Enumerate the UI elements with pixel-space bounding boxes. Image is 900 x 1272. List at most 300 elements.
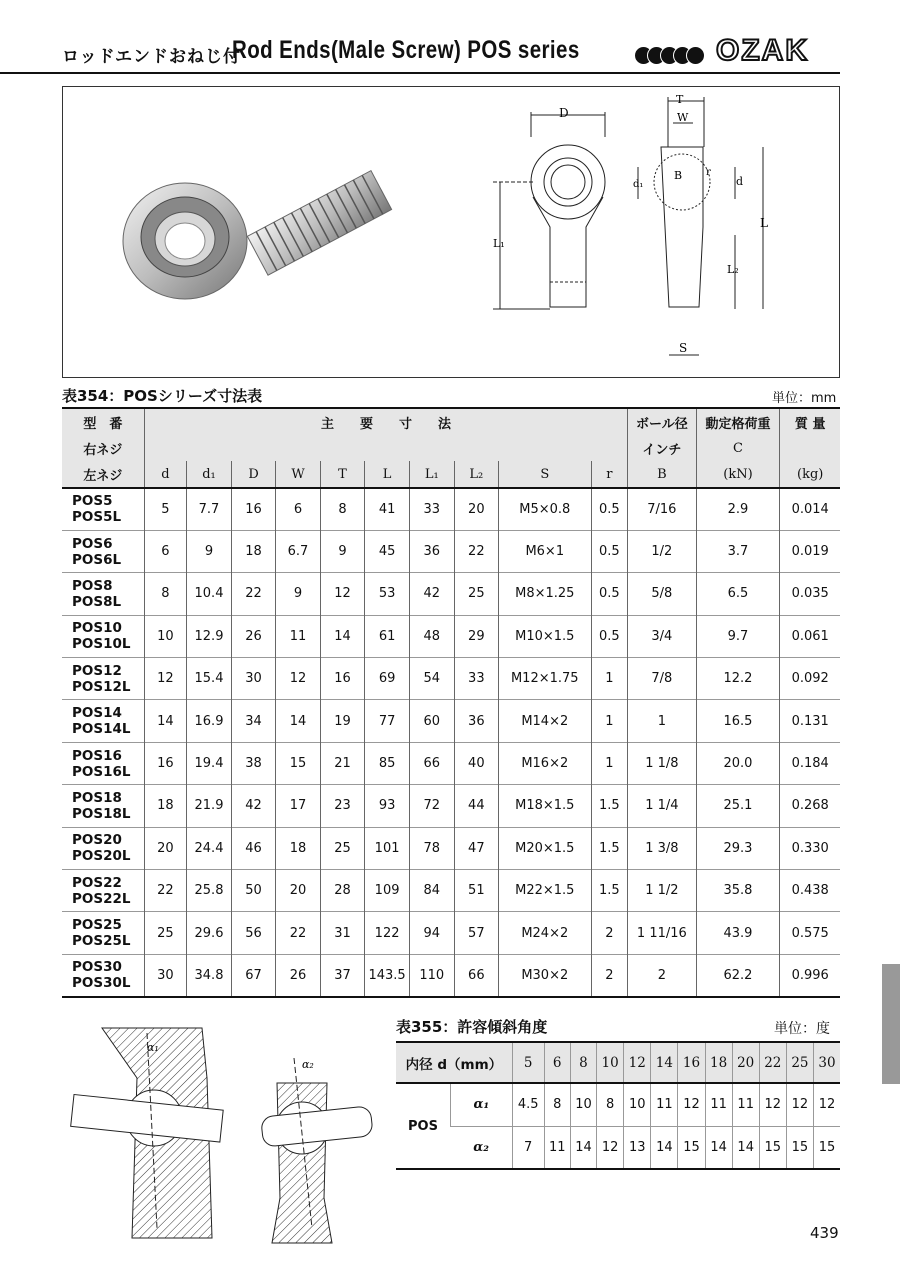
cell-L: 109 (365, 870, 410, 912)
cell-rr: 1 (591, 658, 628, 700)
model-right: POS16 (72, 747, 122, 764)
th-left-thread: 左ネジ (62, 461, 144, 488)
side-tab (882, 964, 900, 1084)
model-left: POS25L (72, 933, 131, 950)
cell-S: M10×1.5 (499, 615, 591, 657)
product-photo (123, 171, 392, 299)
alpha1-value: 12 (813, 1083, 840, 1126)
cell-d: 20 (144, 827, 186, 869)
cell-d: 30 (144, 954, 186, 996)
label-alpha2: α₂ (302, 1058, 314, 1071)
th-L1: L₁ (410, 461, 455, 488)
cell-T: 31 (320, 912, 364, 954)
th-mass: 質 量 (780, 408, 840, 435)
cell-L1: 60 (410, 700, 455, 742)
size-col: 10 (597, 1042, 624, 1083)
model-cell (62, 530, 144, 572)
cell-S: M18×1.5 (499, 785, 591, 827)
cell-d1: 15.4 (187, 658, 232, 700)
cell-m: 0.330 (780, 827, 840, 869)
size-col: 14 (651, 1042, 678, 1083)
model-right: POS20 (72, 832, 122, 849)
cell-B: 7/16 (628, 488, 696, 530)
alpha1-value: 10 (570, 1083, 596, 1126)
th-ball-dia: ボール径 (628, 408, 696, 435)
alpha1-value: 12 (678, 1083, 705, 1126)
alpha1-label: α₁ (451, 1083, 513, 1126)
cell-W: 11 (276, 615, 321, 657)
alpha1-value: 8 (597, 1083, 624, 1126)
table355-caption: 表355：許容傾斜角度 (396, 1018, 548, 1036)
model-cell (62, 954, 144, 996)
cell-T: 12 (320, 573, 364, 615)
cell-L2: 44 (454, 785, 498, 827)
cell-d: 12 (144, 658, 186, 700)
cell-L2: 33 (454, 658, 498, 700)
th-right-thread: 右ネジ (62, 435, 144, 461)
th-S: S (499, 461, 591, 488)
cell-L1: 48 (410, 615, 455, 657)
header-rule (0, 72, 840, 74)
cell-C: 29.3 (696, 827, 780, 869)
model-right: POS22 (72, 874, 122, 891)
cell-L2: 47 (454, 827, 498, 869)
cell-m: 0.019 (780, 530, 840, 572)
brand-dots (634, 46, 699, 69)
model-left: POS5L (72, 509, 122, 526)
cell-C: 2.9 (696, 488, 780, 530)
alpha1-value: 12 (759, 1083, 786, 1126)
cell-d: 18 (144, 785, 186, 827)
cell-D: 16 (231, 488, 275, 530)
cell-rr: 1 (591, 700, 628, 742)
alpha1-drawing (71, 1028, 224, 1238)
cell-m: 0.438 (780, 870, 840, 912)
alpha2-label: α₂ (473, 1139, 489, 1155)
cell-d: 6 (144, 530, 186, 572)
model-cell (62, 615, 144, 657)
product-figures (63, 87, 839, 377)
model-right: POS25 (72, 917, 122, 934)
cell-S: M20×1.5 (499, 827, 591, 869)
alpha1-value: 8 (544, 1083, 570, 1126)
label-L1: L₁ (493, 237, 505, 250)
cell-L: 53 (365, 573, 410, 615)
size-col: 22 (759, 1042, 786, 1083)
table-row (62, 700, 840, 742)
model-right: POS5 (72, 493, 113, 510)
cell-W: 9 (276, 573, 321, 615)
cell-L1: 36 (410, 530, 455, 572)
cell-D: 50 (231, 870, 275, 912)
model-left: POS8L (72, 593, 122, 610)
model-cell (62, 658, 144, 700)
label-T: T (676, 93, 684, 106)
th-W: W (276, 461, 321, 488)
cell-rr: 0.5 (591, 615, 628, 657)
cell-L: 93 (365, 785, 410, 827)
cell-S: M22×1.5 (499, 870, 591, 912)
cell-rr: 1.5 (591, 827, 628, 869)
cell-C: 35.8 (696, 870, 780, 912)
brand-logo: OZAK (716, 34, 809, 67)
size-col: 25 (786, 1042, 813, 1083)
cell-rr: 2 (591, 912, 628, 954)
cell-W: 6.7 (276, 530, 321, 572)
table-row (62, 530, 840, 572)
cell-S: M16×2 (499, 742, 591, 784)
th-kN: (kN) (696, 461, 780, 488)
alpha2-value: 15 (786, 1126, 813, 1169)
alpha1-value: 11 (705, 1083, 732, 1126)
title-english: Rod Ends(Male Screw) POS series (232, 36, 580, 64)
cell-D: 46 (231, 827, 275, 869)
cell-T: 37 (320, 954, 364, 996)
cell-d1: 34.8 (187, 954, 232, 996)
cell-B: 7/8 (628, 658, 696, 700)
th-L: L (365, 461, 410, 488)
table-row (62, 954, 840, 996)
cell-d1: 16.9 (187, 700, 232, 742)
cell-C: 25.1 (696, 785, 780, 827)
cell-L2: 25 (454, 573, 498, 615)
table-row (62, 785, 840, 827)
model-cell (62, 870, 144, 912)
cell-W: 17 (276, 785, 321, 827)
size-col: 20 (732, 1042, 759, 1083)
cell-B: 1 11/16 (628, 912, 696, 954)
cell-T: 9 (320, 530, 364, 572)
alpha1-value: 11 (732, 1083, 759, 1126)
cell-T: 19 (320, 700, 364, 742)
table-row (62, 573, 840, 615)
label-L2: L₂ (727, 263, 739, 276)
label-d1: d₁ (633, 179, 644, 190)
cell-T: 28 (320, 870, 364, 912)
cell-W: 20 (276, 870, 321, 912)
cell-d: 10 (144, 615, 186, 657)
th-r: r (591, 461, 628, 488)
cell-rr: 0.5 (591, 530, 628, 572)
cell-L2: 36 (454, 700, 498, 742)
cell-L2: 29 (454, 615, 498, 657)
alpha2-value: 7 (512, 1126, 544, 1169)
th-T: T (320, 461, 364, 488)
dimension-table-body (62, 488, 840, 997)
cell-W: 26 (276, 954, 321, 996)
cell-S: M24×2 (499, 912, 591, 954)
label-B: B (674, 169, 683, 182)
cell-d1: 29.6 (187, 912, 232, 954)
cell-B: 1 3/8 (628, 827, 696, 869)
cell-m: 0.131 (780, 700, 840, 742)
cell-d1: 19.4 (187, 742, 232, 784)
side-view-drawing (638, 97, 763, 355)
tilt-angle-drawings (62, 1018, 392, 1246)
model-left: POS18L (72, 805, 131, 822)
model-cell (62, 912, 144, 954)
model-right: POS10 (72, 620, 122, 637)
th-L2: L₂ (454, 461, 498, 488)
alpha1-value: 12 (786, 1083, 813, 1126)
alpha1-value: 10 (624, 1083, 651, 1126)
figure-box (62, 86, 840, 378)
cell-D: 18 (231, 530, 275, 572)
model-cell (62, 827, 144, 869)
alpha2-value: 15 (813, 1126, 840, 1169)
cell-m: 0.575 (780, 912, 840, 954)
model-left: POS16L (72, 763, 131, 780)
cell-L: 85 (365, 742, 410, 784)
cell-L1: 78 (410, 827, 455, 869)
size-col: 5 (512, 1042, 544, 1083)
table-row (62, 827, 840, 869)
cell-B: 2 (628, 954, 696, 996)
cell-B: 1 1/2 (628, 870, 696, 912)
cell-W: 22 (276, 912, 321, 954)
cell-m: 0.014 (780, 488, 840, 530)
th-kg: (kg) (780, 461, 840, 488)
cell-C: 16.5 (696, 700, 780, 742)
cell-B: 1 (628, 700, 696, 742)
size-col: 18 (705, 1042, 732, 1083)
alpha2-value: 11 (544, 1126, 570, 1169)
cell-L1: 42 (410, 573, 455, 615)
cell-B: 1 1/4 (628, 785, 696, 827)
model-left: POS6L (72, 551, 122, 568)
page-header (62, 34, 840, 74)
model-right: POS6 (72, 535, 113, 552)
cell-rr: 1.5 (591, 870, 628, 912)
model-left: POS14L (72, 721, 131, 738)
model-left: POS12L (72, 678, 131, 695)
cell-m: 0.996 (780, 954, 840, 996)
th-C: C (696, 435, 780, 461)
cell-T: 8 (320, 488, 364, 530)
cell-rr: 1.5 (591, 785, 628, 827)
th-D: D (231, 461, 275, 488)
cell-D: 22 (231, 573, 275, 615)
model-pos: POS (408, 1118, 438, 1134)
model-cell (62, 785, 144, 827)
cell-L1: 54 (410, 658, 455, 700)
table354-unit: 単位：mm (772, 391, 837, 406)
cell-W: 6 (276, 488, 321, 530)
alpha2-value: 14 (651, 1126, 678, 1169)
th-main-dims: 主 要 寸 法 (144, 408, 627, 435)
cell-C: 20.0 (696, 742, 780, 784)
table-row (62, 870, 840, 912)
cell-L2: 20 (454, 488, 498, 530)
cell-W: 12 (276, 658, 321, 700)
size-col: 16 (678, 1042, 705, 1083)
cell-C: 43.9 (696, 912, 780, 954)
cell-S: M6×1 (499, 530, 591, 572)
cell-L: 122 (365, 912, 410, 954)
label-L: L (760, 216, 768, 230)
cell-T: 25 (320, 827, 364, 869)
page-number: 439 (810, 1224, 839, 1242)
cell-T: 16 (320, 658, 364, 700)
cell-L2: 40 (454, 742, 498, 784)
th-B: B (628, 461, 696, 488)
model-right: POS14 (72, 705, 122, 722)
size-col: 12 (624, 1042, 651, 1083)
cell-C: 3.7 (696, 530, 780, 572)
th-bore: 内径 d（mm） (405, 1056, 503, 1073)
table354-caption: 表354：POSシリーズ寸法表 (62, 387, 263, 405)
th-d: d (144, 461, 186, 488)
table355-unit: 単位：度 (774, 1021, 830, 1037)
cell-L2: 51 (454, 870, 498, 912)
cell-L: 143.5 (365, 954, 410, 996)
th-d1: d₁ (187, 461, 232, 488)
cell-m: 0.268 (780, 785, 840, 827)
cell-L2: 57 (454, 912, 498, 954)
model-cell (62, 573, 144, 615)
size-col: 30 (813, 1042, 840, 1083)
cell-L1: 110 (410, 954, 455, 996)
cell-W: 14 (276, 700, 321, 742)
alpha2-value: 15 (678, 1126, 705, 1169)
model-right: POS12 (72, 662, 122, 679)
label-S: S (679, 341, 688, 355)
table-row (62, 488, 840, 530)
cell-rr: 0.5 (591, 488, 628, 530)
cell-L: 101 (365, 827, 410, 869)
cell-D: 42 (231, 785, 275, 827)
cell-S: M30×2 (499, 954, 591, 996)
table-row (62, 615, 840, 657)
cell-L: 45 (365, 530, 410, 572)
cell-W: 15 (276, 742, 321, 784)
alpha2-value: 14 (705, 1126, 732, 1169)
alpha2-value: 13 (624, 1126, 651, 1169)
alpha1-value: 11 (651, 1083, 678, 1126)
cell-L: 61 (365, 615, 410, 657)
cell-B: 1 1/8 (628, 742, 696, 784)
cell-m: 0.092 (780, 658, 840, 700)
cell-S: M12×1.75 (499, 658, 591, 700)
cell-d1: 24.4 (187, 827, 232, 869)
cell-L: 77 (365, 700, 410, 742)
cell-S: M8×1.25 (499, 573, 591, 615)
alpha2-value: 12 (597, 1126, 624, 1169)
label-D: D (559, 106, 569, 120)
cell-d: 25 (144, 912, 186, 954)
cell-d1: 12.9 (187, 615, 232, 657)
model-left: POS10L (72, 636, 131, 653)
cell-rr: 2 (591, 954, 628, 996)
dimension-table (62, 407, 840, 998)
model-right: POS8 (72, 577, 113, 594)
th-model: 型 番 (62, 408, 144, 435)
label-W: W (677, 111, 689, 124)
cell-d: 8 (144, 573, 186, 615)
cell-L1: 66 (410, 742, 455, 784)
cell-T: 21 (320, 742, 364, 784)
cell-D: 26 (231, 615, 275, 657)
cell-C: 9.7 (696, 615, 780, 657)
table-row (62, 658, 840, 700)
cell-m: 0.184 (780, 742, 840, 784)
cell-rr: 0.5 (591, 573, 628, 615)
alpha2-drawing (261, 1058, 374, 1243)
size-col: 8 (570, 1042, 596, 1083)
cell-d1: 7.7 (187, 488, 232, 530)
cell-B: 3/4 (628, 615, 696, 657)
cell-D: 67 (231, 954, 275, 996)
cell-L2: 66 (454, 954, 498, 996)
th-inch: インチ (628, 435, 696, 461)
model-right: POS18 (72, 789, 122, 806)
title-japanese: ロッドエンドおねじ付 (62, 47, 241, 67)
cell-L: 69 (365, 658, 410, 700)
alpha2-value: 14 (570, 1126, 596, 1169)
cell-C: 6.5 (696, 573, 780, 615)
cell-L: 41 (365, 488, 410, 530)
cell-S: M14×2 (499, 700, 591, 742)
model-left: POS30L (72, 975, 131, 992)
cell-D: 38 (231, 742, 275, 784)
cell-d: 22 (144, 870, 186, 912)
alpha2-value: 15 (759, 1126, 786, 1169)
tilt-angle-table (396, 1041, 840, 1170)
model-right: POS30 (72, 959, 122, 976)
cell-B: 1/2 (628, 530, 696, 572)
cell-C: 12.2 (696, 658, 780, 700)
cell-T: 23 (320, 785, 364, 827)
cell-d1: 9 (187, 530, 232, 572)
cell-L1: 94 (410, 912, 455, 954)
cell-L1: 72 (410, 785, 455, 827)
cell-rr: 1 (591, 742, 628, 784)
label-alpha1: α₁ (147, 1041, 159, 1054)
cell-B: 5/8 (628, 573, 696, 615)
cell-d1: 10.4 (187, 573, 232, 615)
cell-T: 14 (320, 615, 364, 657)
cell-W: 18 (276, 827, 321, 869)
alpha1-value: 4.5 (512, 1083, 544, 1126)
cell-L1: 84 (410, 870, 455, 912)
th-load: 動定格荷重 (696, 408, 780, 435)
table-row (62, 912, 840, 954)
cell-d1: 21.9 (187, 785, 232, 827)
cell-d: 5 (144, 488, 186, 530)
cell-d: 14 (144, 700, 186, 742)
model-cell (62, 700, 144, 742)
cell-m: 0.061 (780, 615, 840, 657)
size-col: 6 (544, 1042, 570, 1083)
cell-d1: 25.8 (187, 870, 232, 912)
cell-D: 56 (231, 912, 275, 954)
cell-D: 30 (231, 658, 275, 700)
model-left: POS20L (72, 848, 131, 865)
cell-L1: 33 (410, 488, 455, 530)
label-r: r (706, 167, 711, 178)
model-cell (62, 742, 144, 784)
cell-m: 0.035 (780, 573, 840, 615)
label-d: d (736, 175, 744, 188)
model-left: POS22L (72, 890, 131, 907)
cell-C: 62.2 (696, 954, 780, 996)
table-row (62, 742, 840, 784)
alpha2-value: 14 (732, 1126, 759, 1169)
front-view-drawing (493, 112, 605, 309)
model-cell (62, 488, 144, 530)
cell-d: 16 (144, 742, 186, 784)
cell-L2: 22 (454, 530, 498, 572)
